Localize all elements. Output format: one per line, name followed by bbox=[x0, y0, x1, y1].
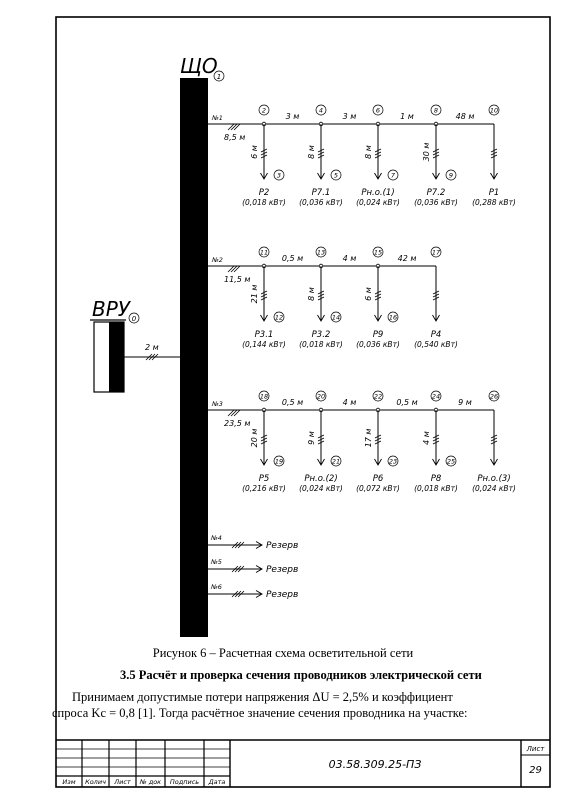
node-marker: 26 bbox=[489, 392, 499, 401]
load-power: (0,288 кВт) bbox=[472, 198, 516, 207]
branch-length: 6 м bbox=[250, 145, 259, 159]
branch-length: 4 м bbox=[422, 431, 431, 445]
vru-box-fill bbox=[109, 322, 124, 392]
node-marker: 4 bbox=[318, 106, 324, 115]
stamp-col-kolich: Колич bbox=[85, 778, 106, 786]
segment-length: 4 м bbox=[342, 254, 357, 263]
node-marker: 11 bbox=[259, 248, 269, 257]
section-heading: 3.5 Расчёт и проверка сечения проводников электрической сети bbox=[120, 668, 482, 682]
segment-length: 3 м bbox=[342, 112, 357, 121]
node-marker: 6 bbox=[375, 106, 381, 115]
reserve-text: Резерв bbox=[266, 541, 299, 551]
branch-length: 21 м bbox=[250, 284, 259, 304]
branch-ticks bbox=[375, 435, 381, 444]
branch-length: 8 м bbox=[364, 145, 373, 159]
segment-length: 9 м bbox=[458, 398, 472, 407]
sheet-number: 29 bbox=[529, 765, 542, 776]
branch-length: 30 м bbox=[422, 142, 431, 162]
load-marker: 14 bbox=[331, 313, 341, 322]
load-name: Р6 bbox=[372, 474, 384, 484]
node-marker: 17 bbox=[431, 248, 441, 257]
load-power: (0,216 кВт) bbox=[242, 484, 286, 493]
load-marker: 21 bbox=[331, 457, 341, 466]
branch-ticks bbox=[261, 291, 267, 300]
reserve-label: №5 bbox=[211, 558, 222, 566]
trunk-ticks bbox=[228, 124, 240, 130]
segment-length: 0,5 м bbox=[396, 398, 418, 407]
panel-marker: 1 bbox=[216, 73, 222, 81]
branch-ticks bbox=[318, 149, 324, 158]
load-power: (0,144 кВт) bbox=[242, 340, 286, 349]
load-power: (0,036 кВт) bbox=[414, 198, 458, 207]
load-power: (0,024 кВт) bbox=[299, 484, 343, 493]
branch-ticks bbox=[261, 435, 267, 444]
circuit-group-1 bbox=[208, 105, 516, 207]
reserve-label: №4 bbox=[211, 534, 222, 542]
load-power: (0,018 кВт) bbox=[299, 340, 343, 349]
branch-length: 17 м bbox=[364, 428, 373, 448]
node-marker: 24 bbox=[431, 392, 441, 401]
branch-ticks bbox=[491, 435, 497, 444]
segment-length: 1 м bbox=[400, 112, 414, 121]
stamp-col-izm: Изм bbox=[62, 778, 76, 786]
node-marker: 18 bbox=[259, 392, 269, 401]
vru-feeder-length: 2 м bbox=[145, 343, 159, 352]
load-marker: 9 bbox=[448, 171, 454, 180]
sheet-label: Лист bbox=[526, 745, 545, 753]
branch-ticks bbox=[318, 291, 324, 300]
segment-length: 0,5 м bbox=[281, 398, 304, 407]
segment-length: 0,5 м bbox=[281, 254, 304, 263]
load-power: (0,036 кВт) bbox=[299, 198, 343, 207]
load-name: Рн.о.(1) bbox=[361, 188, 395, 198]
node-marker: 15 bbox=[373, 248, 383, 257]
stamp-col-data: Дата bbox=[208, 778, 226, 786]
document-code: 03.58.309.25-ПЗ bbox=[328, 758, 422, 771]
paragraph-line-2: спроса Kс = 0,8 [1]. Тогда расчётное значение сечения проводника на участке: bbox=[52, 706, 468, 720]
load-marker: 12 bbox=[274, 313, 284, 322]
load-name: Р4 bbox=[430, 330, 442, 340]
stamp-col-podpis: Подпись bbox=[169, 778, 200, 786]
load-marker: 5 bbox=[333, 171, 339, 180]
first-segment-length: 11,5 м bbox=[224, 275, 251, 284]
first-segment-length: 23,5 м bbox=[224, 419, 251, 428]
paragraph-line-1: Принимаем допустимые потери напряжения ΔU = 2,5% и коэффициент bbox=[72, 690, 453, 704]
stamp-col-list: Лист bbox=[114, 778, 131, 786]
branch-length: 8 м bbox=[307, 145, 316, 159]
load-name: Р1 bbox=[488, 188, 500, 198]
vru-label: ВРУ bbox=[92, 297, 130, 321]
title-block bbox=[56, 740, 550, 787]
load-power: (0,072 кВт) bbox=[356, 484, 400, 493]
group-label: №1 bbox=[212, 114, 223, 122]
branch-ticks bbox=[318, 435, 324, 444]
branch-length: 6 м bbox=[364, 287, 373, 301]
load-marker: 16 bbox=[388, 313, 398, 322]
node-marker: 8 bbox=[433, 106, 439, 115]
load-power: (0,024 кВт) bbox=[472, 484, 516, 493]
branch-ticks bbox=[375, 149, 381, 158]
stamp-col-ndok: № док bbox=[139, 778, 162, 786]
circuit-group-3 bbox=[208, 391, 516, 493]
node-marker: 2 bbox=[261, 106, 267, 115]
node-marker: 13 bbox=[316, 248, 326, 257]
trunk-ticks bbox=[228, 266, 240, 272]
reserve-circuit-6 bbox=[208, 583, 298, 600]
figure-caption: Рисунок 6 – Расчетная схема осветительной сети bbox=[152, 646, 414, 660]
load-name: Р3.2 bbox=[311, 330, 331, 340]
trunk-ticks bbox=[228, 410, 240, 416]
load-marker: 19 bbox=[274, 457, 284, 466]
branch-length: 8 м bbox=[307, 287, 316, 301]
branch-ticks bbox=[261, 149, 267, 158]
segment-length: 4 м bbox=[342, 398, 357, 407]
branch-ticks bbox=[491, 149, 497, 158]
load-marker: 23 bbox=[388, 457, 398, 466]
panel-label: ЩО bbox=[180, 54, 218, 78]
load-name: Р2 bbox=[258, 188, 270, 198]
node-marker: 10 bbox=[489, 106, 499, 115]
reserve-circuits bbox=[208, 534, 298, 600]
load-name: Р7.1 bbox=[311, 188, 331, 198]
load-name: Рн.о.(3) bbox=[477, 474, 511, 484]
load-name: Р3.1 bbox=[254, 330, 274, 340]
load-power: (0,540 кВт) bbox=[414, 340, 458, 349]
panel-busbar bbox=[180, 78, 208, 637]
load-power: (0,018 кВт) bbox=[242, 198, 286, 207]
segment-length: 48 м bbox=[455, 112, 475, 121]
branch-length: 9 м bbox=[307, 431, 316, 445]
segment-length: 3 м bbox=[285, 112, 300, 121]
branch-length: 20 м bbox=[250, 428, 259, 448]
reserve-circuit-5 bbox=[208, 558, 298, 575]
load-name: Рн.о.(2) bbox=[304, 474, 338, 484]
branch-ticks bbox=[433, 435, 439, 444]
load-name: Р8 bbox=[430, 474, 442, 484]
branch-ticks bbox=[433, 291, 439, 300]
load-name: Р7.2 bbox=[426, 188, 446, 198]
branch-ticks bbox=[433, 149, 439, 158]
load-marker: 25 bbox=[446, 457, 456, 466]
load-name: Р9 bbox=[372, 330, 384, 340]
group-label: №2 bbox=[212, 256, 223, 264]
circuit-group-2 bbox=[208, 247, 458, 349]
group-label: №3 bbox=[212, 400, 223, 408]
reserve-text: Резерв bbox=[266, 590, 299, 600]
node-marker: 20 bbox=[316, 392, 326, 401]
circuit-groups bbox=[208, 105, 516, 493]
load-name: Р5 bbox=[258, 474, 270, 484]
branch-ticks bbox=[375, 291, 381, 300]
node-marker: 22 bbox=[373, 392, 383, 401]
load-power: (0,018 кВт) bbox=[414, 484, 458, 493]
load-power: (0,036 кВт) bbox=[356, 340, 400, 349]
reserve-text: Резерв bbox=[266, 565, 299, 575]
reserve-label: №6 bbox=[211, 583, 222, 591]
reserve-circuit-4 bbox=[208, 534, 298, 551]
load-marker: 7 bbox=[390, 171, 396, 180]
first-segment-length: 8,5 м bbox=[224, 133, 246, 142]
vru-marker: 0 bbox=[131, 315, 137, 323]
load-power: (0,024 кВт) bbox=[356, 198, 400, 207]
segment-length: 42 м bbox=[397, 254, 417, 263]
load-marker: 3 bbox=[276, 171, 282, 180]
